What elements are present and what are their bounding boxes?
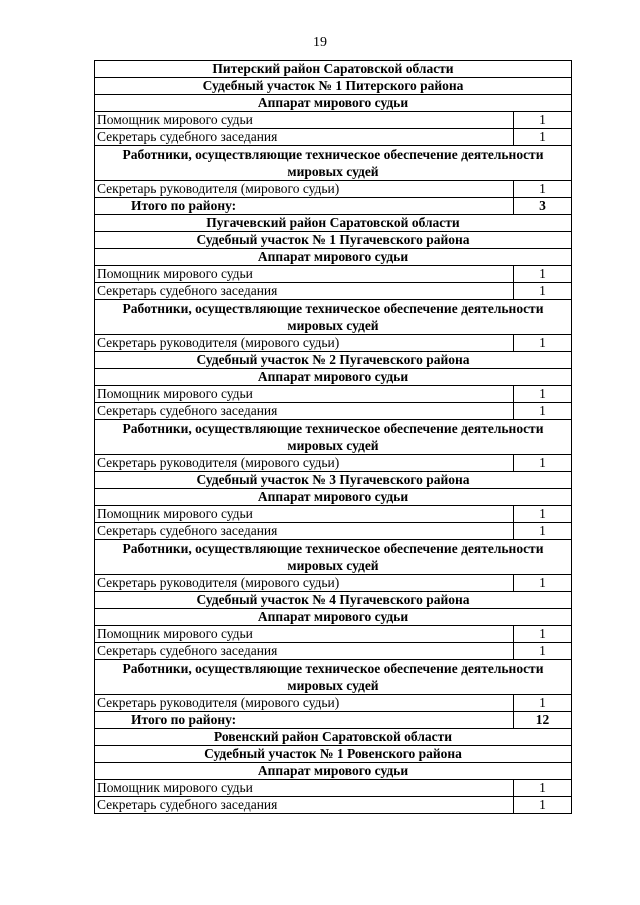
position-count: 1 [514, 523, 572, 540]
section-header-row [95, 300, 572, 335]
section-header: Аппарат мирового судьи [95, 369, 572, 386]
position-row [95, 335, 572, 352]
section-header-row [95, 746, 572, 763]
section-header: Судебный участок № 1 Питерского района [95, 78, 572, 95]
position-title: Секретарь судебного заседания [95, 643, 514, 660]
position-row [95, 266, 572, 283]
position-count: 1 [514, 403, 572, 420]
position-title: Секретарь руководителя (мирового судьи) [95, 695, 514, 712]
position-count: 1 [514, 181, 572, 198]
position-title: Помощник мирового судьи [95, 266, 514, 283]
section-header: Судебный участок № 2 Пугачевского района [95, 352, 572, 369]
position-count: 1 [514, 797, 572, 814]
position-count: 1 [514, 283, 572, 300]
position-title: Помощник мирового судьи [95, 386, 514, 403]
total-label: Итого по району: [95, 712, 514, 729]
position-count: 1 [514, 112, 572, 129]
position-row [95, 797, 572, 814]
section-header-row [95, 609, 572, 626]
position-row [95, 112, 572, 129]
section-header-row [95, 592, 572, 609]
section-header: Ровенский район Саратовской области [95, 729, 572, 746]
position-row [95, 455, 572, 472]
position-count: 1 [514, 129, 572, 146]
position-row [95, 403, 572, 420]
position-title: Секретарь руководителя (мирового судьи) [95, 455, 514, 472]
position-row [95, 523, 572, 540]
section-header-row [95, 78, 572, 95]
position-title: Секретарь судебного заседания [95, 283, 514, 300]
position-row [95, 129, 572, 146]
section-header: Работники, осуществляющие техническое обеспечение деятельности мировых судей [95, 540, 572, 575]
page-number: 19 [313, 35, 327, 50]
section-header-row [95, 61, 572, 78]
section-header-row [95, 146, 572, 181]
district-total-row [95, 198, 572, 215]
position-title: Секретарь руководителя (мирового судьи) [95, 181, 514, 198]
section-header-row [95, 729, 572, 746]
section-header: Аппарат мирового судьи [95, 609, 572, 626]
position-count: 1 [514, 506, 572, 523]
section-header-row [95, 420, 572, 455]
position-row [95, 181, 572, 198]
section-header: Аппарат мирового судьи [95, 763, 572, 780]
section-header: Работники, осуществляющие техническое обеспечение деятельности мировых судей [95, 420, 572, 455]
section-header: Судебный участок № 1 Пугачевского района [95, 232, 572, 249]
section-header: Работники, осуществляющие техническое обеспечение деятельности мировых судей [95, 146, 572, 181]
position-title: Секретарь руководителя (мирового судьи) [95, 335, 514, 352]
section-header-row [95, 489, 572, 506]
section-header-row [95, 352, 572, 369]
section-header: Работники, осуществляющие техническое обеспечение деятельности мировых судей [95, 660, 572, 695]
position-count: 1 [514, 643, 572, 660]
position-row [95, 283, 572, 300]
section-header: Аппарат мирового судьи [95, 95, 572, 112]
staffing-table [94, 60, 572, 814]
position-title: Помощник мирового судьи [95, 780, 514, 797]
position-row [95, 506, 572, 523]
section-header: Судебный участок № 4 Пугачевского района [95, 592, 572, 609]
section-header-row [95, 215, 572, 232]
position-title: Помощник мирового судьи [95, 506, 514, 523]
position-title: Секретарь руководителя (мирового судьи) [95, 575, 514, 592]
total-value: 12 [514, 712, 572, 729]
position-count: 1 [514, 626, 572, 643]
district-total-row [95, 712, 572, 729]
section-header-row [95, 540, 572, 575]
section-header-row [95, 369, 572, 386]
position-row [95, 626, 572, 643]
total-label: Итого по району: [95, 198, 514, 215]
section-header-row [95, 95, 572, 112]
staffing-table-body [95, 61, 572, 814]
position-title: Секретарь судебного заседания [95, 129, 514, 146]
section-header-row [95, 763, 572, 780]
position-row [95, 695, 572, 712]
section-header: Судебный участок № 1 Ровенского района [95, 746, 572, 763]
position-row [95, 386, 572, 403]
position-title: Секретарь судебного заседания [95, 797, 514, 814]
section-header: Пугачевский район Саратовской области [95, 215, 572, 232]
position-title: Помощник мирового судьи [95, 626, 514, 643]
section-header-row [95, 249, 572, 266]
position-count: 1 [514, 266, 572, 283]
section-header: Работники, осуществляющие техническое обеспечение деятельности мировых судей [95, 300, 572, 335]
position-row [95, 643, 572, 660]
position-count: 1 [514, 335, 572, 352]
position-count: 1 [514, 386, 572, 403]
position-row [95, 575, 572, 592]
position-count: 1 [514, 455, 572, 472]
section-header: Аппарат мирового судьи [95, 249, 572, 266]
position-count: 1 [514, 575, 572, 592]
section-header: Питерский район Саратовской области [95, 61, 572, 78]
section-header-row [95, 472, 572, 489]
total-value: 3 [514, 198, 572, 215]
position-count: 1 [514, 695, 572, 712]
section-header-row [95, 660, 572, 695]
position-count: 1 [514, 780, 572, 797]
section-header: Судебный участок № 3 Пугачевского района [95, 472, 572, 489]
position-title: Секретарь судебного заседания [95, 523, 514, 540]
position-row [95, 780, 572, 797]
section-header-row [95, 232, 572, 249]
section-header: Аппарат мирового судьи [95, 489, 572, 506]
position-title: Помощник мирового судьи [95, 112, 514, 129]
position-title: Секретарь судебного заседания [95, 403, 514, 420]
